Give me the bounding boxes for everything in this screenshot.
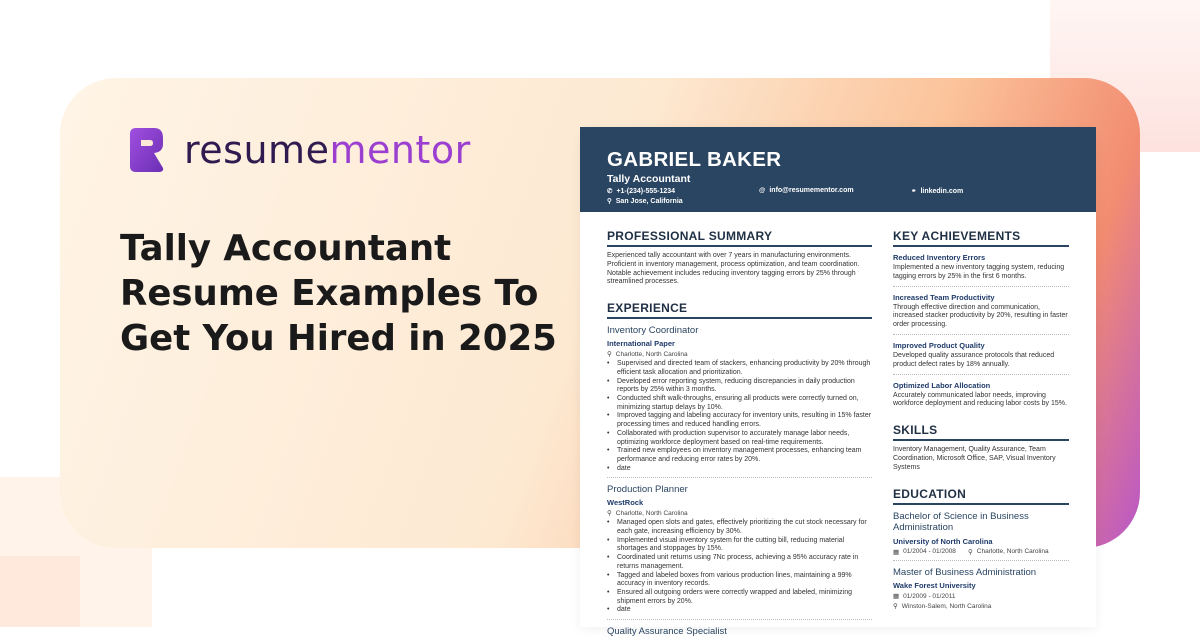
education-location-text: Winston-Salem, North Carolina bbox=[901, 602, 992, 610]
divider bbox=[893, 334, 1069, 335]
education-degree: Master of Business Administration bbox=[893, 566, 1037, 578]
resumementor-logo-icon bbox=[130, 128, 164, 172]
location-pin-icon: ⚲ bbox=[607, 198, 612, 205]
brand[interactable] bbox=[130, 128, 471, 172]
achievement-desc: Developed quality assurance protocols that reduced product defect rates by 18% annually. bbox=[893, 351, 1055, 368]
resume-contacts bbox=[607, 187, 1070, 209]
job-company: WestRock bbox=[607, 498, 644, 508]
skills-text: Inventory Management, Quality Assurance, Team Coordination, Microsoft Office, SAP, Visual Inventory Systems bbox=[893, 446, 1056, 471]
contact-linkedin bbox=[911, 187, 963, 195]
job-title: Quality Assurance Specialist bbox=[607, 626, 727, 637]
resume-role: Tally Accountant bbox=[607, 173, 691, 185]
resume-right-column bbox=[893, 229, 1069, 610]
resume-name: GABRIEL BAKER bbox=[607, 148, 782, 171]
job-company: International Paper bbox=[607, 339, 675, 349]
job-bullet: • Developed error reporting system, reducing discrepancies in daily production reports by 25% within 3 months. bbox=[607, 378, 872, 395]
divider bbox=[893, 374, 1069, 375]
education-meta bbox=[893, 602, 1069, 610]
achievements-heading: KEY ACHIEVEMENTS bbox=[893, 229, 1069, 247]
location-pin-icon: ⚲ bbox=[893, 603, 898, 611]
education-meta bbox=[893, 592, 1069, 600]
achievement-title: Improved Product Quality bbox=[893, 340, 985, 350]
achievement-title: Increased Team Productivity bbox=[893, 292, 995, 302]
achievement-title: Optimized Labor Allocation bbox=[893, 380, 991, 390]
education-dates-text: 01/2004 - 01/2008 bbox=[903, 548, 956, 556]
brand-word-resume: resume bbox=[184, 128, 330, 172]
education-school: University of North Carolina bbox=[893, 536, 993, 546]
divider bbox=[893, 286, 1069, 287]
linkedin-text: linkedin.com bbox=[920, 187, 964, 195]
education-location-text: Charlotte, North Carolina bbox=[976, 548, 1049, 556]
job-location-text: Charlotte, North Carolina bbox=[615, 509, 688, 517]
brand-word-mentor: mentor bbox=[329, 128, 471, 172]
education-degree: Bachelor of Science in Business Administration bbox=[893, 510, 1029, 534]
job-bullet: • Trained new employees on inventory management processes, enhancing team performance and reducing error rates by 20%. bbox=[607, 447, 872, 464]
location-pin-icon: ⚲ bbox=[968, 548, 973, 556]
job-bullet: • Collaborated with production supervisor to accurately manage labor needs, optimizing workforce deployment based on real-time requirements. bbox=[607, 430, 872, 447]
achievement-desc: Implemented a new inventory tagging system, reducing tagging errors by 25% in the first 6 months. bbox=[893, 264, 1065, 280]
email-text: info@resumementor.com bbox=[769, 187, 854, 194]
achievement-desc: Through effective direction and communication, increased stacker productivity by 20%, resulting in faster order processing. bbox=[893, 303, 1068, 329]
achievement-title: Reduced Inventory Errors bbox=[893, 253, 986, 262]
email-icon: @ bbox=[759, 187, 766, 194]
location-pin-icon: ⚲ bbox=[607, 351, 612, 359]
summary-heading: PROFESSIONAL SUMMARY bbox=[607, 229, 872, 247]
job-bullet: • Ensured all outgoing orders were correctly wrapped and labeled, minimizing shipment errors by 20%. bbox=[607, 589, 872, 606]
resume-left-column bbox=[607, 229, 872, 637]
location-text: San Jose, California bbox=[615, 197, 683, 205]
job-bullets bbox=[607, 519, 872, 615]
education-dates bbox=[893, 592, 955, 600]
phone-text: +1-(234)-555-1234 bbox=[616, 187, 676, 195]
job-bullet: • Managed open slots and gates, effectively prioritizing the cut stock necessary for each gate, increasing efficiency by 30%. bbox=[607, 519, 872, 536]
brand-wordmark bbox=[184, 128, 471, 172]
education-school: Wake Forest University bbox=[893, 581, 976, 591]
job-bullet: • Coordinated unit returns using 7Nc process, achieving a 95% accuracy rate in returns management. bbox=[607, 554, 872, 571]
education-location bbox=[893, 602, 991, 610]
job-bullet: • Supervised and directed team of stackers, enhancing productivity by 20% through efficient task allocation and prioritization. bbox=[607, 360, 872, 377]
contact-email bbox=[759, 187, 854, 194]
job-location bbox=[607, 350, 872, 358]
divider bbox=[607, 477, 872, 478]
education-meta bbox=[893, 548, 1069, 556]
contact-phone bbox=[607, 187, 675, 195]
resume-preview[interactable] bbox=[580, 127, 1096, 637]
education-location bbox=[968, 548, 1049, 556]
resume-header bbox=[580, 127, 1096, 212]
decor-corner-bottom-left-small bbox=[0, 556, 80, 627]
job-bullet: • date bbox=[607, 465, 872, 474]
job-bullet: • Tagged and labeled boxes from various production lines, maintaining a 99% accuracy in inventory records. bbox=[607, 572, 872, 589]
job-location bbox=[607, 509, 872, 517]
job-bullet: • Improved tagging and labeling accuracy for inventory units, resulting in 15% faster processing times and reduced handling errors. bbox=[607, 412, 872, 429]
job-bullet: • Implemented visual inventory system for the cutting bill, reducing material shortages and stoppages by 15%. bbox=[607, 537, 872, 554]
job-bullets bbox=[607, 360, 872, 473]
phone-icon: ✆ bbox=[607, 188, 613, 195]
link-icon: ⚭ bbox=[911, 188, 917, 195]
calendar-icon: ▦ bbox=[893, 593, 900, 601]
divider bbox=[607, 619, 872, 620]
experience-heading: EXPERIENCE bbox=[607, 301, 872, 319]
achievement-desc: Accurately communicated labor needs, improving workforce deployment and reducing labor costs by 15%. bbox=[893, 391, 1067, 408]
contact-location bbox=[607, 197, 683, 205]
job-location-text: Charlotte, North Carolina bbox=[615, 350, 688, 358]
location-pin-icon: ⚲ bbox=[607, 510, 612, 518]
divider bbox=[893, 560, 1069, 561]
skills-heading: SKILLS bbox=[893, 423, 1069, 441]
calendar-icon: ▦ bbox=[893, 548, 900, 556]
job-title: Inventory Coordinator bbox=[607, 325, 699, 337]
page-headline: Tally Accountant Resume Examples To Get You Hired in 2025 bbox=[120, 228, 557, 359]
education-dates-text: 01/2009 - 01/2011 bbox=[903, 592, 956, 600]
job-title: Production Planner bbox=[607, 484, 688, 496]
education-dates bbox=[893, 548, 968, 556]
job-bullet: • date bbox=[607, 606, 872, 615]
job-bullet: • Conducted shift walk-throughs, ensuring all products were correctly turned on, minimizing startup delays by 10%. bbox=[607, 395, 872, 412]
education-heading: EDUCATION bbox=[893, 487, 1069, 505]
summary-text: Experienced tally accountant with over 7 years in manufacturing environments. Proficient in inventory management, process optimization, and team coordination. Notable achievement includes reducing inventory tagging errors by 25% through streamlined processes. bbox=[607, 252, 860, 286]
